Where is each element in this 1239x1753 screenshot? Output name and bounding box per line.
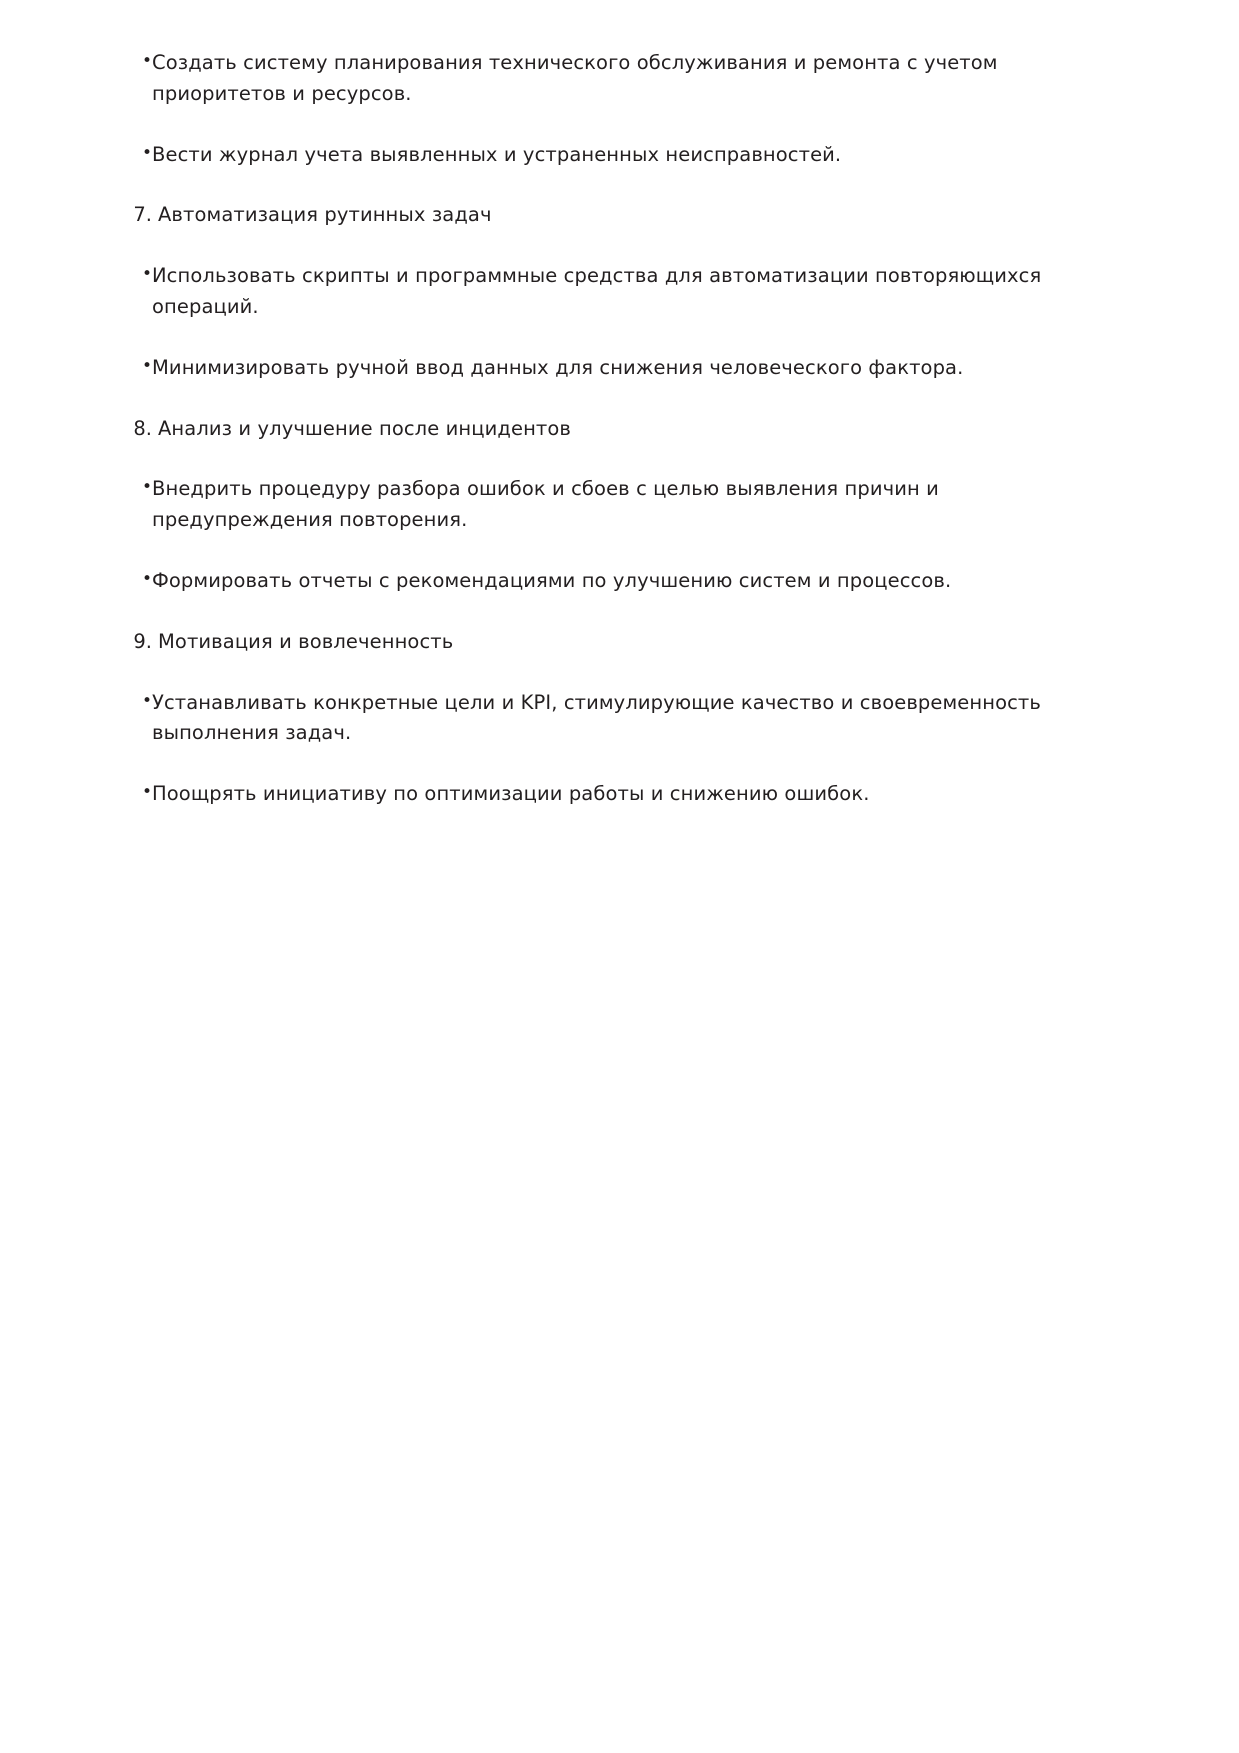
numbered-item-text: Анализ и улучшение после инцидентов bbox=[158, 416, 571, 440]
numbered-item bbox=[96, 627, 1121, 658]
list-item bbox=[96, 261, 1121, 323]
numbered-item-text: Мотивация и вовлеченность bbox=[158, 629, 454, 653]
bullet-marker: • bbox=[141, 477, 152, 498]
list-item-text: Минимизировать ручной ввод данных для снижения человеческого фактора. bbox=[152, 355, 964, 379]
numbered-item bbox=[96, 414, 1121, 445]
bullet-marker: • bbox=[141, 264, 152, 285]
bullet-marker: • bbox=[141, 51, 152, 71]
list-item-text: Устанавливать конкретные цели и KPI, стимулирующие качество и своевременность выполнения задач. bbox=[152, 690, 1041, 745]
list-item-text: Создать систему планирования технического обслуживания и ремонта с учетом приоритетов и ресурсов. bbox=[152, 51, 998, 105]
bullet-marker: • bbox=[141, 782, 152, 803]
number-marker: 9. bbox=[133, 629, 152, 653]
list-item bbox=[96, 48, 1121, 110]
list-item-text: Вести журнал учета выявленных и устраненных неисправностей. bbox=[152, 142, 842, 166]
list-item-text: Формировать отчеты с рекомендациями по улучшению систем и процессов. bbox=[152, 568, 952, 592]
list-item bbox=[96, 474, 1121, 536]
number-marker: 7. bbox=[133, 203, 152, 227]
document-body bbox=[96, 48, 1121, 810]
list-item bbox=[96, 353, 1121, 384]
list-item bbox=[96, 566, 1121, 597]
list-item-text: Внедрить процедуру разбора ошибок и сбоев с целью выявления причин и предупреждения повторения. bbox=[152, 477, 939, 532]
bullet-marker: • bbox=[141, 142, 152, 163]
numbered-item-text: Автоматизация рутинных задач bbox=[158, 203, 492, 227]
list-item bbox=[96, 140, 1121, 171]
numbered-item bbox=[96, 200, 1121, 231]
number-marker: 8. bbox=[133, 416, 152, 440]
bullet-marker: • bbox=[141, 355, 152, 376]
bullet-marker: • bbox=[141, 568, 152, 589]
list-item-text: Поощрять инициативу по оптимизации работы и снижению ошибок. bbox=[152, 782, 870, 806]
list-item bbox=[96, 688, 1121, 750]
list-item-text: Использовать скрипты и программные средства для автоматизации повторяющихся операций. bbox=[152, 264, 1042, 318]
list-item bbox=[96, 779, 1121, 810]
bullet-marker: • bbox=[141, 690, 152, 711]
